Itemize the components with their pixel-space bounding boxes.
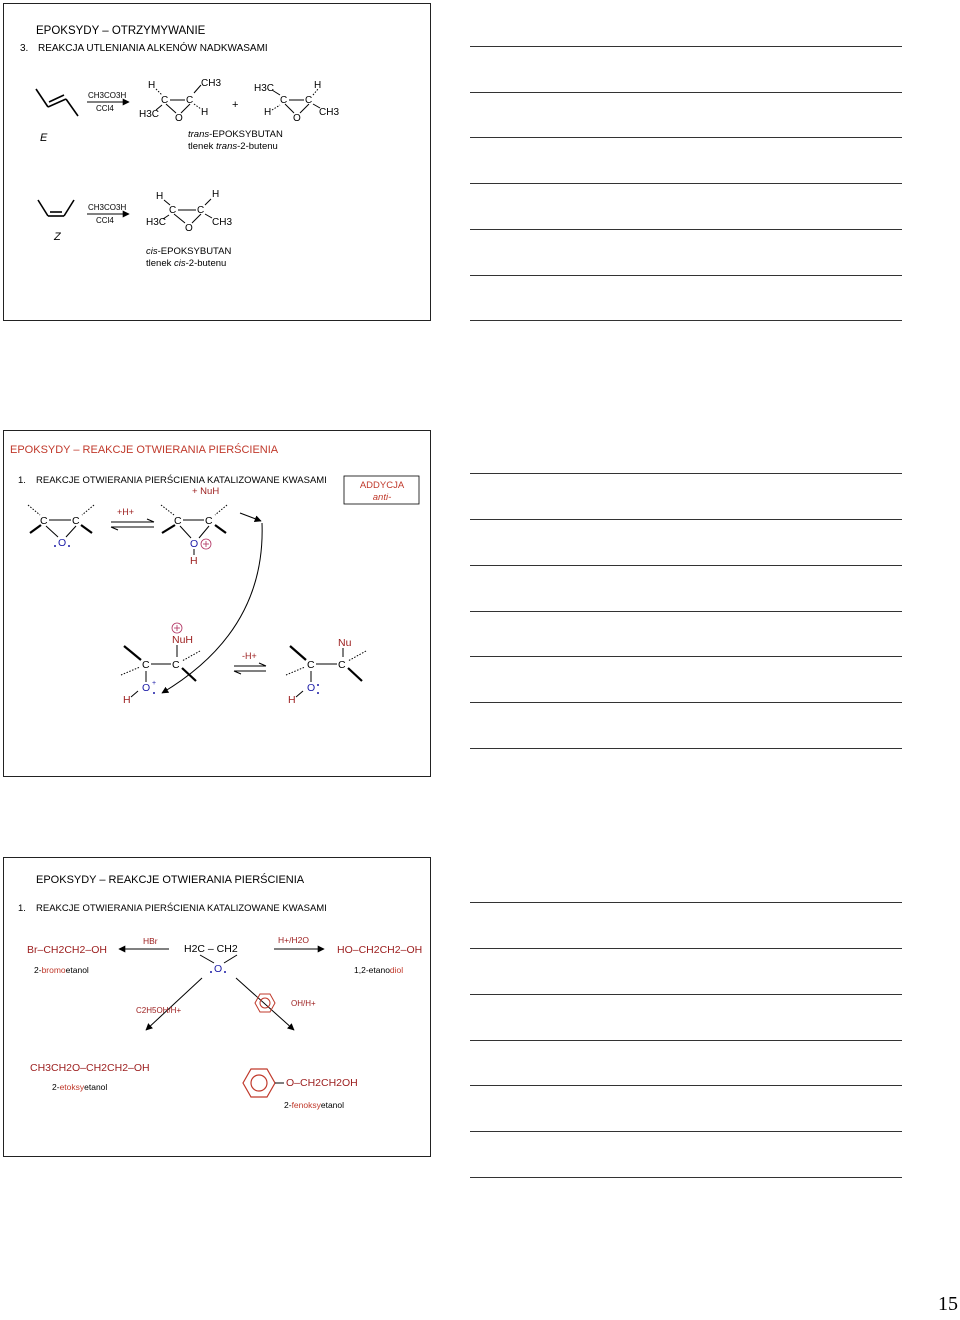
note-line [470, 948, 902, 949]
protonated-epoxide [161, 505, 227, 567]
svg-text:C: C [174, 515, 182, 527]
e-alkene-structure [36, 89, 78, 116]
reagent-solvent-2: CCl4 [96, 216, 114, 225]
protonation-reagent: +H+ [117, 507, 135, 517]
svg-text:C: C [40, 515, 48, 527]
note-line [470, 275, 902, 276]
attack-arrow-head [240, 513, 261, 521]
slide1-title: EPOKSYDY – OTRZYMYWANIE [36, 25, 206, 37]
note-line [470, 1085, 902, 1086]
bromoethanol-formula: Br–CH2CH2–OH [27, 944, 107, 956]
acid-water-reagent: H+/H2O [278, 935, 309, 945]
slide1-subtitle-num: 3. [20, 43, 29, 54]
slide-acid-catalyzed-opening [3, 430, 431, 777]
note-line [470, 473, 902, 474]
note-lines-column [470, 0, 902, 1320]
svg-text:C: C [72, 515, 80, 527]
reagent-solvent-1: CCl4 [96, 104, 114, 113]
slide2-canvas [4, 431, 432, 778]
slide-ring-opening-examples [3, 857, 431, 1157]
note-line [470, 183, 902, 184]
phenol-acid-reagent: OH/H+ [291, 999, 316, 1008]
svg-text:H: H [156, 191, 164, 202]
svg-text:H: H [148, 80, 156, 91]
ethanediol-name: 1,2-etanodiol [354, 965, 404, 975]
note-line [470, 320, 902, 321]
slide3-title: EPOKSYDY – REAKCJE OTWIERANIA PIERŚCIENIA [36, 874, 305, 886]
slide2-title: EPOKSYDY – REAKCJE OTWIERANIA PIERŚCIENIA [10, 444, 279, 456]
note-line [470, 748, 902, 749]
svg-text:H3C: H3C [139, 109, 160, 120]
note-line [470, 92, 902, 93]
cis-epoxide [146, 189, 232, 234]
svg-text:O: O [214, 963, 223, 975]
epoxide-start [28, 505, 94, 549]
plus-sign: + [232, 99, 239, 111]
svg-text:O: O [293, 113, 301, 124]
svg-text:H: H [123, 694, 131, 706]
reagent-peracid-1: CH3CO3H [88, 91, 127, 100]
slide2-subtitle: REAKCJE OTWIERANIA PIERŚCIENIA KATALIZOWANE KWASAMI [36, 475, 327, 486]
svg-text:H: H [288, 694, 296, 706]
trans-epoxide-common-name: tlenek trans-2-butenu [188, 141, 278, 152]
svg-text:C: C [172, 659, 180, 671]
slide3-subtitle-num: 1. [18, 903, 26, 914]
note-line [470, 994, 902, 995]
phenol-attack-arrow [236, 978, 294, 1030]
note-line [470, 1040, 902, 1041]
ethanol-attack-arrow [146, 978, 202, 1030]
phenoxyethanol-formula: O–CH2CH2OH [286, 1077, 358, 1089]
nucleophile-addition-label: + NuH [192, 486, 220, 497]
ethylene-oxide-ring [200, 955, 237, 975]
slide-epoxide-synthesis [3, 3, 431, 321]
svg-text:H: H [264, 107, 272, 118]
note-line [470, 519, 902, 520]
phenol-reagent-ring [255, 994, 275, 1012]
svg-text:O: O [58, 537, 67, 549]
svg-text:CH3: CH3 [212, 217, 233, 228]
ethoxyethanol-name: 2-etoksyetanol [52, 1082, 108, 1092]
svg-text:+: + [152, 680, 157, 687]
svg-text:H3C: H3C [146, 217, 167, 228]
slide1-canvas [4, 4, 432, 322]
cis-epoxide-common-name: tlenek cis-2-butenu [146, 258, 227, 269]
ethanediol-formula: HO–CH2CH2–OH [337, 944, 423, 956]
anti-addition-label: ADDYCJA [359, 480, 405, 491]
svg-text:H: H [201, 107, 209, 118]
slide3-subtitle: REAKCJE OTWIERANIA PIERŚCIENIA KATALIZOWANE KWASAMI [36, 903, 327, 914]
note-line [470, 46, 902, 47]
note-line [470, 902, 902, 903]
slide1-subtitle: REAKCJA UTLENIANIA ALKENÓW NADKWASAMI [38, 43, 268, 54]
note-line [470, 137, 902, 138]
bromoethanol-name: 2-bromoetanol [34, 965, 89, 975]
equilibrium-arrows-2 [234, 663, 266, 674]
svg-text:H: H [314, 80, 322, 91]
note-line [470, 656, 902, 657]
note-line [470, 229, 902, 230]
svg-text:C: C [161, 95, 169, 106]
note-line [470, 611, 902, 612]
note-line [470, 565, 902, 566]
svg-text:CH3: CH3 [319, 107, 340, 118]
trans-epoxide-b [254, 80, 339, 124]
svg-text:C: C [186, 95, 194, 106]
ethanol-acid-reagent: C2H5OH/H+ [136, 1006, 182, 1015]
svg-text:CH3: CH3 [201, 78, 222, 89]
svg-text:Nu: Nu [338, 637, 352, 649]
svg-text:C: C [338, 659, 346, 671]
e-isomer-label: E [40, 132, 48, 144]
anti-addition-type: anti- [372, 492, 392, 503]
svg-text:C: C [305, 95, 313, 106]
oxonium-intermediate [121, 623, 200, 706]
svg-text:O: O [185, 223, 193, 234]
deprotonation-reagent: -H+ [242, 651, 257, 661]
svg-text:C: C [307, 659, 315, 671]
phenoxyethanol-name: 2-fenoksyetanol [284, 1100, 345, 1110]
svg-text:O: O [142, 682, 151, 694]
svg-text:O: O [190, 538, 199, 550]
svg-text:C: C [197, 205, 205, 216]
hbr-reagent: HBr [143, 936, 158, 946]
note-line [470, 1131, 902, 1132]
trans-epoxide-a [139, 78, 221, 124]
svg-text:O: O [307, 682, 316, 694]
note-line [470, 702, 902, 703]
ring-opened-product [286, 637, 366, 706]
svg-text:H3C: H3C [254, 83, 275, 94]
ethylene-oxide-formula: H2C – CH2 [184, 943, 238, 955]
svg-text:C: C [169, 205, 177, 216]
svg-text:C: C [280, 95, 288, 106]
reagent-peracid-2: CH3CO3H [88, 203, 127, 212]
page-number: 15 [938, 1293, 958, 1315]
z-isomer-label: Z [54, 231, 61, 243]
ethoxyethanol-formula: CH3CH2O–CH2CH2–OH [30, 1062, 150, 1074]
svg-text:C: C [205, 515, 213, 527]
slide3-canvas [4, 858, 432, 1158]
svg-text:NuH: NuH [172, 634, 194, 646]
svg-text:H: H [212, 189, 220, 200]
note-line [470, 1177, 902, 1178]
svg-text:C: C [142, 659, 150, 671]
slide2-subtitle-num: 1. [18, 475, 26, 486]
svg-text:O: O [175, 113, 183, 124]
z-alkene-structure [38, 200, 74, 216]
equilibrium-arrows-1 [111, 519, 154, 530]
svg-text:H: H [190, 555, 198, 567]
trans-epoxide-name: trans-EPOKSYBUTAN [188, 129, 283, 140]
phenoxy-ring [243, 1069, 275, 1097]
cis-epoxide-name: cis-EPOKSYBUTAN [146, 246, 232, 257]
